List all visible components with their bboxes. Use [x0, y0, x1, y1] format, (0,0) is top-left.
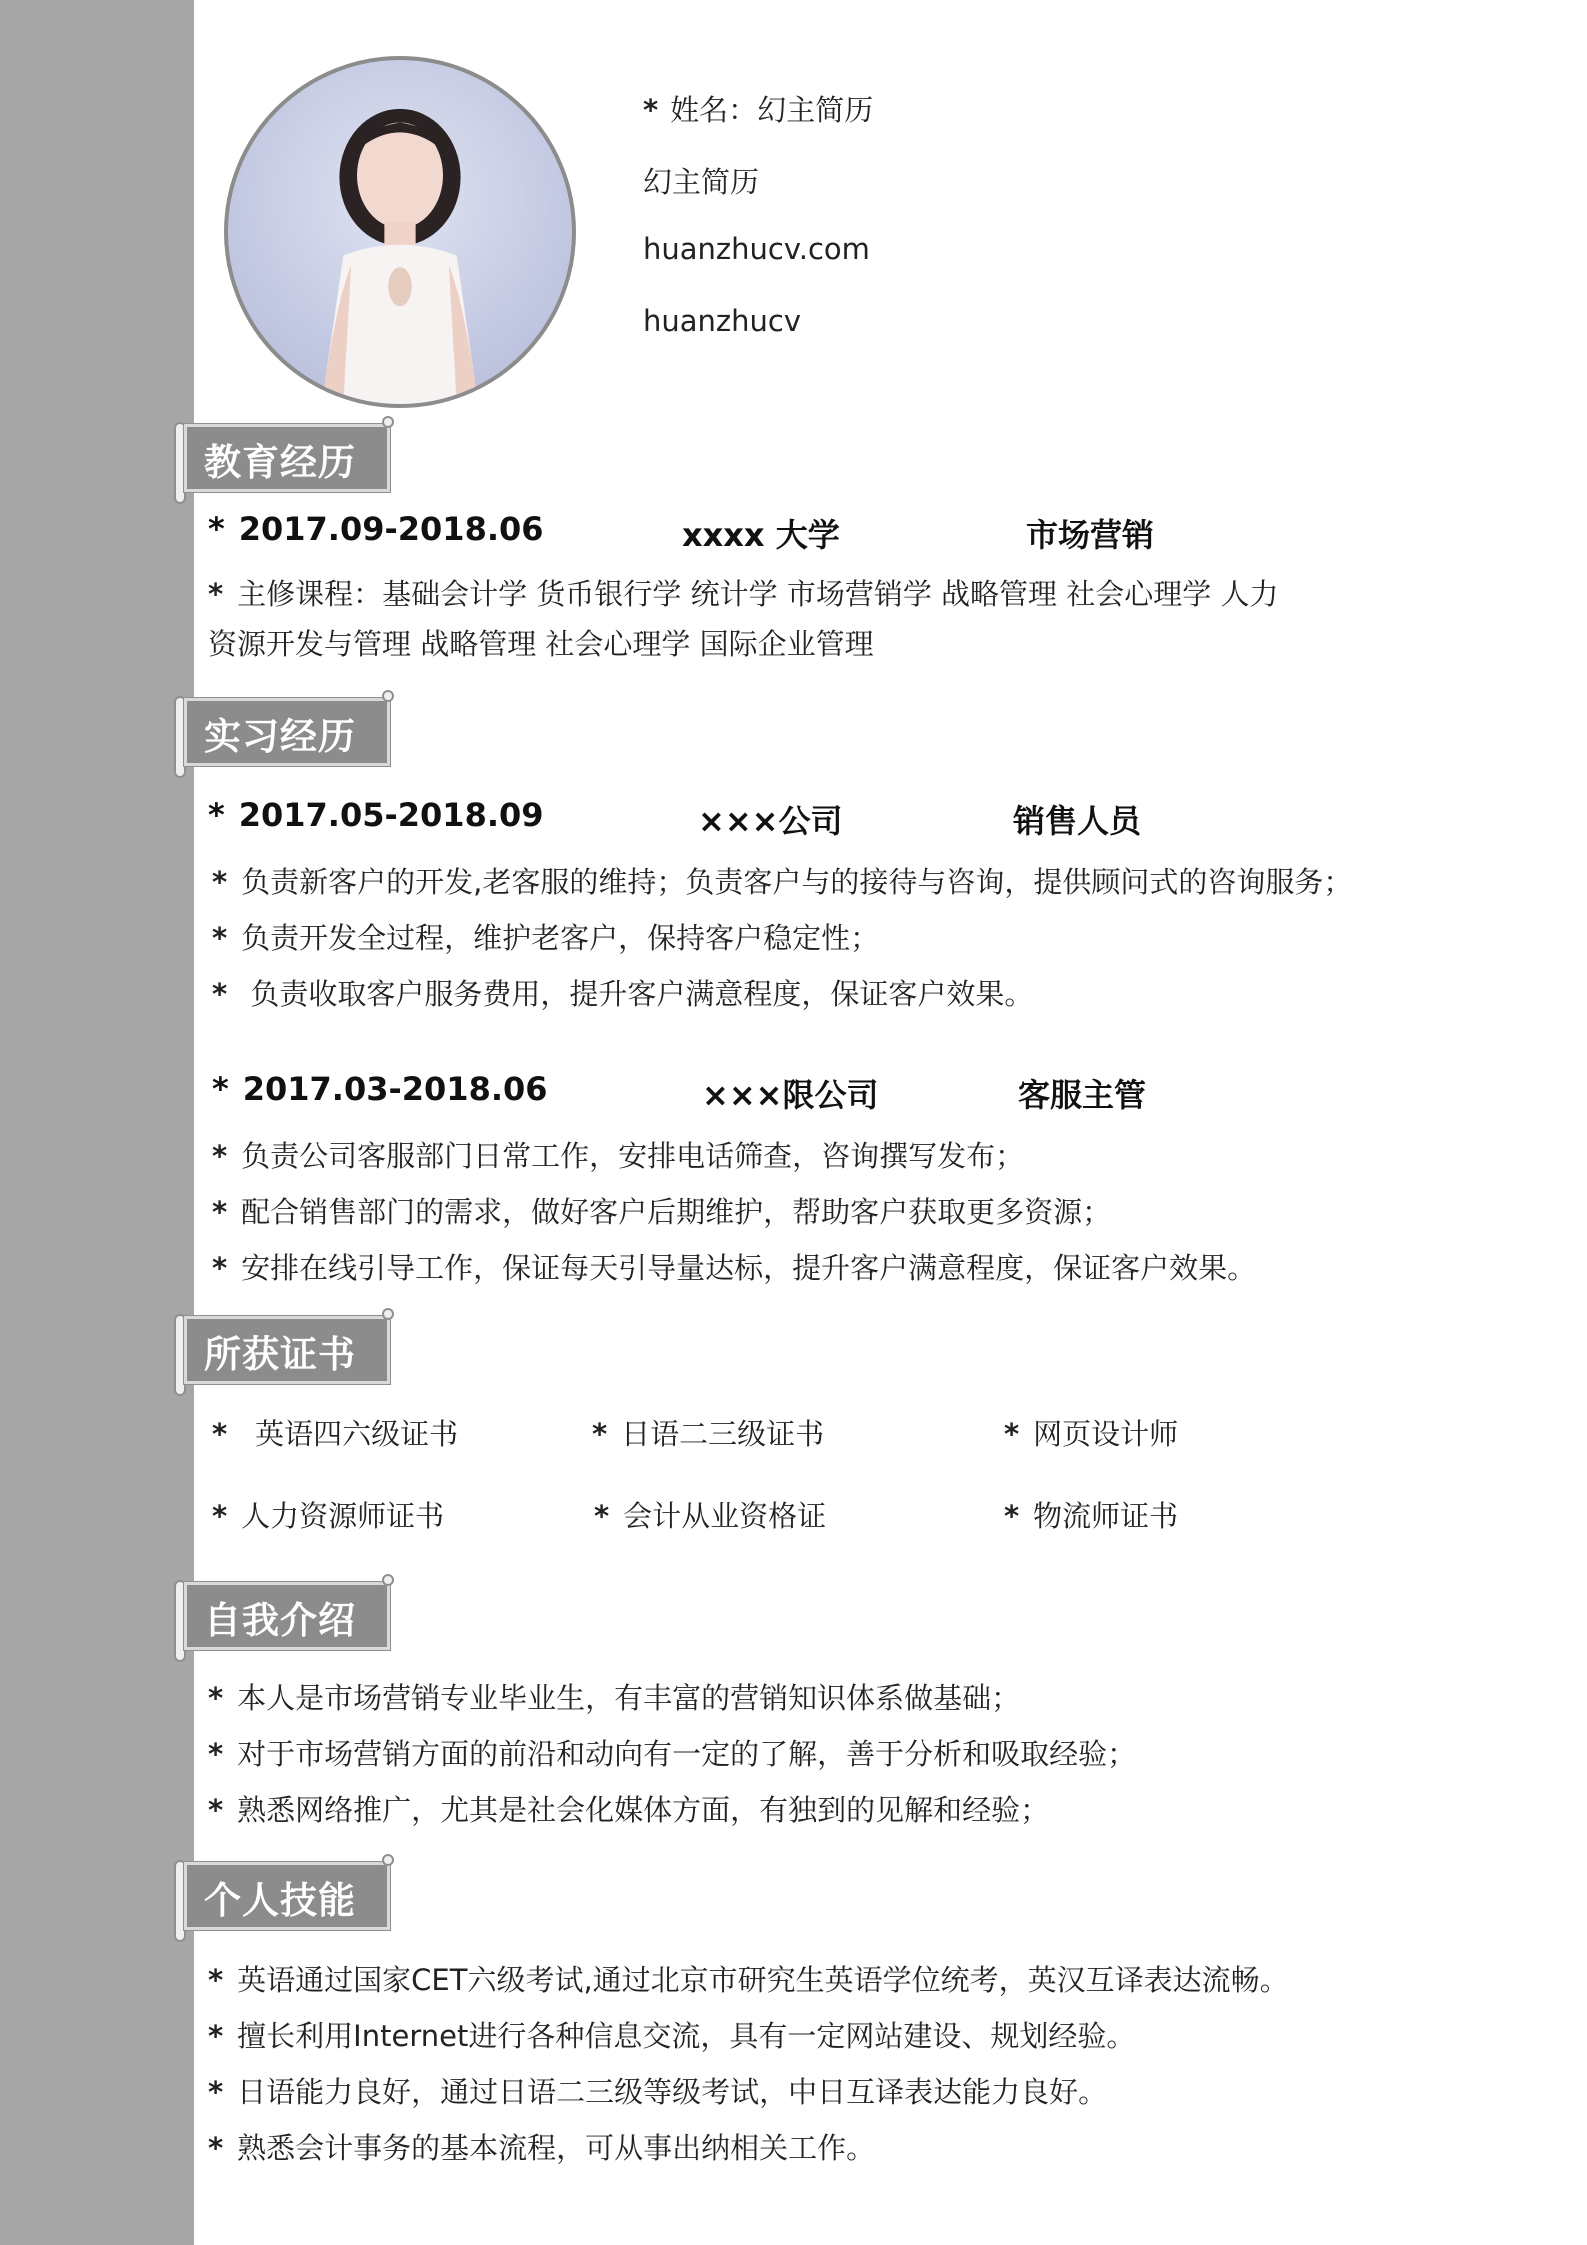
profile-line-2: 幻主简历: [643, 165, 760, 199]
item-text: 负责开发全过程，维护老客户，保持客户稳定性；: [241, 921, 880, 955]
bullet-marker: *: [594, 1499, 610, 1533]
internship-period: 2017.03-2018.06: [242, 1070, 548, 1108]
section-title: 个人技能: [204, 1879, 356, 1922]
skill-item: [208, 2070, 1107, 2111]
item-text: 安排在线引导工作，保证每天引导量达标，提升客户满意程度，保证客户效果。: [241, 1251, 1257, 1285]
bullet-marker: *: [208, 2131, 224, 2165]
skill-item: [208, 2014, 1135, 2055]
self-intro-item: [208, 1676, 1020, 1717]
education-courses-line-1: [208, 572, 1278, 613]
certificate-text: 英语四六级证书: [255, 1417, 459, 1451]
certificate-text: 人力资源师证书: [241, 1499, 445, 1533]
internship-2-item: [212, 1190, 1111, 1231]
bullet-marker: *: [212, 865, 228, 899]
bullet-marker: *: [208, 1793, 224, 1827]
self-intro-item: [208, 1732, 1136, 1773]
certificate-item: [212, 1412, 458, 1453]
item-text: 负责新客户的开发,老客服的维持；负责客户与的接待与咨询，提供顾问式的咨询服务；: [241, 865, 1353, 899]
section-title: 教育经历: [204, 441, 356, 484]
bullet-marker: *: [212, 1499, 228, 1533]
section-header-self-intro: [174, 1574, 394, 1662]
section-header-education: [174, 416, 394, 504]
bullet-marker: *: [208, 577, 224, 611]
internship-role: 销售人员: [1013, 802, 1142, 840]
bullet-marker: *: [208, 796, 225, 834]
courses-text: 主修课程：基础会计学 货币银行学 统计学 市场营销学 战略管理 社会心理学 人力: [237, 577, 1279, 611]
internship-period: 2017.05-2018.09: [238, 796, 544, 834]
internship-2-item: [212, 1134, 1024, 1175]
item-text: 英语通过国家CET六级考试,通过北京市研究生英语学位统考，英汉互译表达流畅。: [237, 1963, 1289, 1997]
item-text: 熟悉网络推广，尤其是社会化媒体方面，有独到的见解和经验；: [237, 1793, 1050, 1827]
scroll-end-decoration: [382, 1574, 394, 1586]
bullet-marker: *: [592, 1417, 608, 1451]
certificate-item: [1004, 1412, 1178, 1453]
education-major: 市场营销: [1026, 516, 1155, 554]
item-text: 熟悉会计事务的基本流程，可从事出纳相关工作。: [237, 2131, 876, 2165]
left-sidebar-band: [0, 0, 194, 2245]
bullet-marker: *: [1004, 1499, 1020, 1533]
profile-handle: huanzhucv: [643, 304, 801, 338]
scroll-end-decoration: [382, 416, 394, 428]
scroll-end-decoration: [382, 690, 394, 702]
name-value: 幻主简历: [757, 93, 874, 127]
bullet-marker: *: [212, 921, 228, 955]
certificate-text: 会计从业资格证: [623, 1499, 827, 1533]
bullet-marker: *: [208, 2019, 224, 2053]
certificate-text: 日语二三级证书: [621, 1417, 825, 1451]
internship-company: ×××公司: [698, 802, 843, 840]
profile-name-row: [643, 88, 873, 129]
bullet-marker: *: [208, 1681, 224, 1715]
certificate-item: [212, 1494, 444, 1535]
item-text: 负责公司客服部门日常工作，安排电话筛查，咨询撰写发布；: [241, 1139, 1025, 1173]
skill-item: [208, 2126, 875, 2167]
internship-1-item: [212, 972, 1033, 1013]
bullet-marker: *: [212, 1139, 228, 1173]
profile-photo: [224, 56, 576, 408]
self-intro-item: [208, 1788, 1049, 1829]
certificate-item: [592, 1412, 824, 1453]
section-header-skills: [174, 1854, 394, 1942]
section-title: 实习经历: [204, 715, 356, 758]
scroll-end-decoration: [382, 1308, 394, 1320]
education-period: 2017.09-2018.06: [238, 510, 544, 548]
section-title: 自我介绍: [204, 1599, 356, 1642]
bullet-marker: *: [212, 1251, 228, 1285]
education-school: xxxx 大学: [682, 516, 840, 554]
section-header-internship: [174, 690, 394, 778]
profile-website: huanzhucv.com: [643, 232, 870, 266]
item-text: 擅长利用Internet进行各种信息交流，具有一定网站建设、规划经验。: [237, 2019, 1136, 2053]
bullet-marker: *: [1004, 1417, 1020, 1451]
education-entry-header: [208, 510, 544, 548]
internship-1-header: [208, 796, 544, 834]
bullet-marker: *: [212, 977, 228, 1011]
certificate-text: 物流师证书: [1033, 1499, 1179, 1533]
item-text: 日语能力良好，通过日语二三级等级考试，中日互译表达能力良好。: [237, 2075, 1108, 2109]
internship-role: 客服主管: [1018, 1076, 1147, 1114]
item-text: 配合销售部门的需求，做好客户后期维护，帮助客户获取更多资源；: [241, 1195, 1112, 1229]
item-text: 对于市场营销方面的前沿和动向有一定的了解，善于分析和吸取经验；: [237, 1737, 1137, 1771]
bullet-marker: *: [208, 2075, 224, 2109]
education-courses-line-2: 资源开发与管理 战略管理 社会心理学 国际企业管理: [208, 627, 874, 661]
certificate-item: [1004, 1494, 1178, 1535]
name-label: 姓名：: [670, 93, 758, 127]
person-portrait-icon: [228, 60, 572, 404]
bullet-marker: *: [643, 93, 659, 127]
internship-1-item: [212, 916, 879, 957]
bullet-marker: *: [208, 1963, 224, 1997]
bullet-marker: *: [208, 510, 225, 548]
item-text: 本人是市场营销专业毕业生，有丰富的营销知识体系做基础；: [237, 1681, 1021, 1715]
internship-company: ×××限公司: [702, 1076, 879, 1114]
bullet-marker: *: [212, 1070, 229, 1108]
certificate-text: 网页设计师: [1033, 1417, 1179, 1451]
section-title: 所获证书: [204, 1333, 356, 1376]
certificate-item: [594, 1494, 826, 1535]
section-header-certificates: [174, 1308, 394, 1396]
item-text: 负责收取客户服务费用，提升客户满意程度，保证客户效果。: [241, 977, 1034, 1011]
internship-2-header: [212, 1070, 548, 1108]
skill-item: [208, 1958, 1289, 1999]
bullet-marker: *: [212, 1195, 228, 1229]
internship-1-item: [212, 860, 1352, 901]
internship-2-item: [212, 1246, 1256, 1287]
bullet-marker: *: [208, 1737, 224, 1771]
scroll-end-decoration: [382, 1854, 394, 1866]
bullet-marker: *: [212, 1417, 228, 1451]
